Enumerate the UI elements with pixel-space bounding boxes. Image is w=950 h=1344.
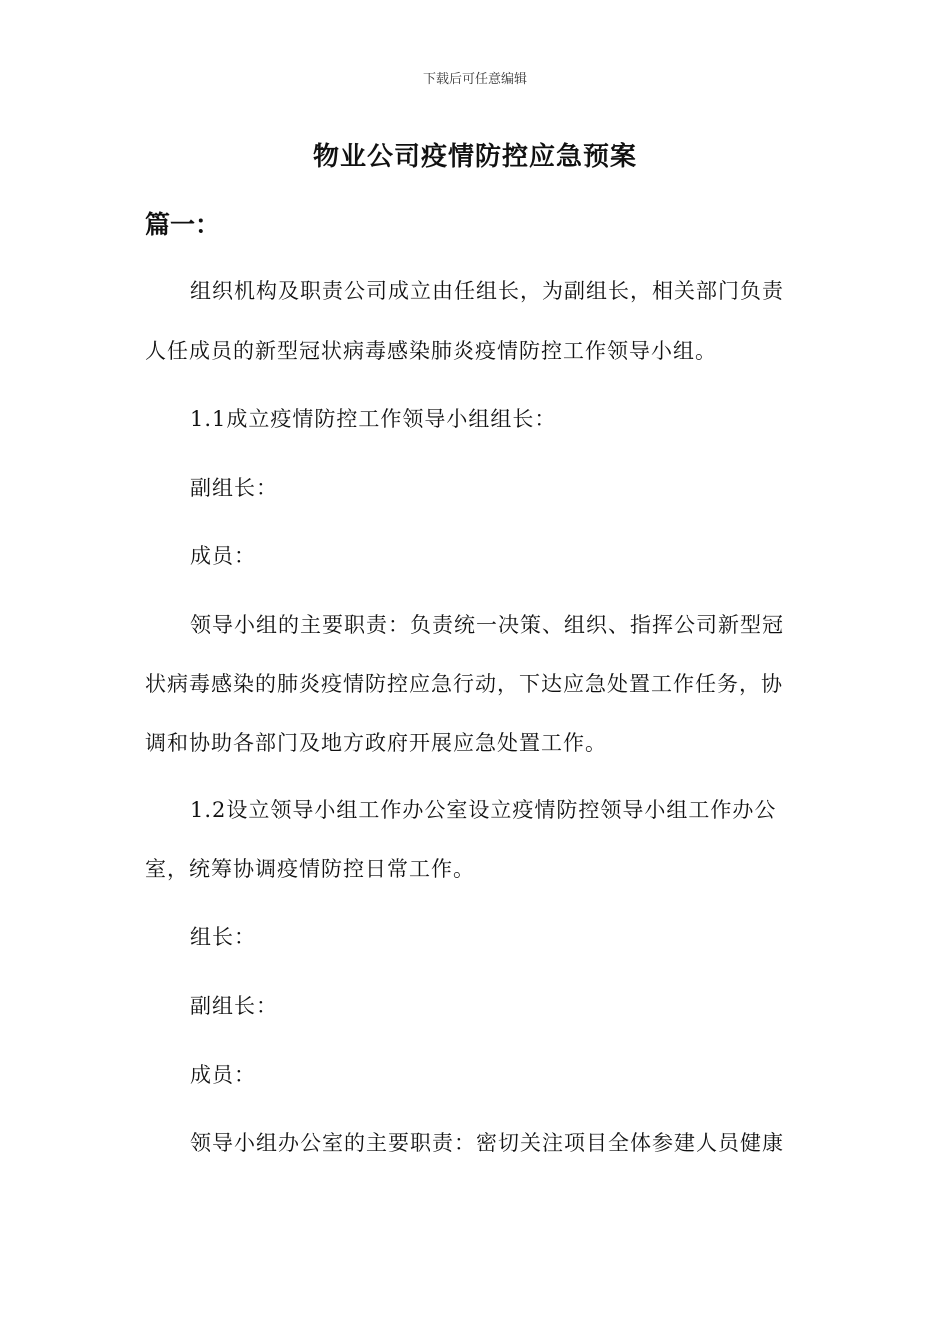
paragraph-line: 室，统筹协调疫情防控日常工作。 (145, 857, 475, 881)
paragraph-line: 副组长： (190, 994, 278, 1018)
paragraph-line: 成员： (190, 1063, 256, 1087)
paragraph-line: 领导小组办公室的主要职责：密切关注项目全体参建人员健康 (190, 1131, 784, 1155)
paragraph-line: 副组长： (190, 476, 278, 500)
paragraph-line: 领导小组的主要职责：负责统一决策、组织、指挥公司新型冠 (190, 613, 784, 637)
paragraph-line: 1.2设立领导小组工作办公室设立疫情防控领导小组工作办公 (190, 798, 777, 822)
section-heading: 篇一： (145, 210, 221, 239)
paragraph-line: 状病毒感染的肺炎疫情防控应急行动，下达应急处置工作任务，协 (145, 672, 783, 696)
paragraph-line: 1.1成立疫情防控工作领导小组组长： (190, 407, 557, 431)
paragraph-line: 组长： (190, 925, 256, 949)
paragraph-line: 调和协助各部门及地方政府开展应急处置工作。 (145, 731, 607, 755)
paragraph-line: 成员： (190, 544, 256, 568)
header-note: 下载后可任意编辑 (422, 72, 527, 87)
paragraph-line: 人任成员的新型冠状病毒感染肺炎疫情防控工作领导小组。 (145, 339, 717, 363)
document-title: 物业公司疫情防控应急预案 (312, 142, 637, 172)
paragraph-line: 组织机构及职责公司成立由任组长，为副组长，相关部门负责 (190, 279, 784, 303)
